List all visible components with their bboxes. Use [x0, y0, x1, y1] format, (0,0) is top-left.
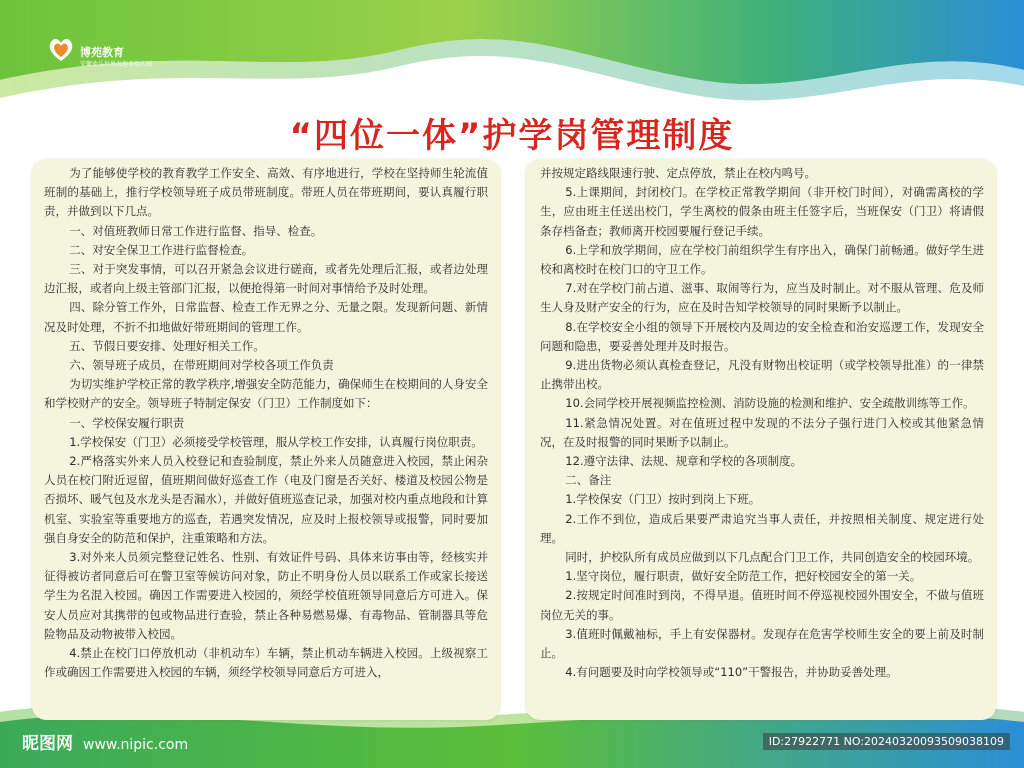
paragraph: 1.学校保安（门卫）按时到岗上下班。: [565, 492, 761, 507]
paragraph: 三、对于突发事情，可以召开紧急会议进行磋商，或者先处理后汇报，或者边处理边汇报，或者向上级主管部门汇报，以便抢得第一时间对事情给予及时处理。: [44, 262, 488, 296]
paragraph: 12.遵守法律、法规、规章和学校的各项制度。: [565, 454, 803, 469]
paragraph: 为切实维护学校正常的教学秩序,增强安全防范能力，确保师生在校期间的人身安全和学校财产的安全。领导班子特制定保安（门卫）工作制度如下：: [44, 377, 488, 411]
paragraph: 4.禁止在校门口停放机动（非机动车）车辆，禁止机动车辆进入校园。上级视察工作或确因工作需要进入校园的车辆，须经学校领导同意后方可进入，: [44, 646, 488, 680]
image-id-label: ID:27922771 NO:20240320093509038109: [763, 733, 1010, 750]
paragraph: 二、备注: [565, 473, 612, 488]
watermark-logo: [22, 729, 188, 754]
watermark-url: www.nipic.com: [83, 737, 189, 753]
paragraph: 2.按规定时间准时到岗，不得早退。值班时间不停巡视校园外围安全，不做与值班岗位无关的事。: [540, 588, 984, 622]
paragraph: 1.学校保安（门卫）必须接受学校管理，服从学校工作安排，认真履行岗位职责。: [69, 434, 483, 449]
paragraph: 11.紧急情况处置。对在值班过程中发现的不法分子强行进门入校或其他紧急情况，在及时报警的同时果断予以制止。: [540, 415, 984, 449]
paragraph: 2.严格落实外来人员入校登记和查验制度，禁止外来人员随意进入校园，禁止闲杂人员在校门附近逗留，值班期间做好巡查工作（电及门窗是否关好、楼道及校园公物是否损坏、暖气包及水龙头是否漏水），并做好值班巡查记录，加强对校内重点地段和计算机室、实验室等重要地方的巡查，若遇突发情况，应及时上报校领导或报警，同时要加强自身安全的防范和保护，注重策略和方法。: [44, 454, 488, 545]
paragraph: 10.会同学校开展视频监控检测、消防设施的检测和维护、安全疏散训练等工作。: [565, 396, 975, 411]
paragraph: 6.上学和放学期间，应在学校门前组织学生有序出入，确保门前畅通。做好学生进校和离校时在校门口的守卫工作。: [540, 242, 984, 277]
paragraph: 3.值班时佩戴袖标，手上有安保器材。发现存在危害学校师生安全的要上前及时制止。: [540, 626, 984, 661]
right-text-panel: [526, 160, 996, 720]
paragraph: 4.有问题要及时向学校领导或“110”干警报告，并协助妥善处理。: [565, 665, 898, 680]
logo-name: 博苑教育: [80, 46, 124, 59]
paragraph: 同时，护校队所有成员应做到以下几点配合门卫工作，共同创造安全的校园环境。: [565, 550, 980, 565]
paragraph: 为了能够使学校的教育教学工作安全、高效、有序地进行，学校在坚持师生轮流值班制的基础上，推行学校领导班子成员带班制度。带班人员在带班期间，要认真履行职责，并做到以下几点。: [44, 166, 488, 219]
paragraph: 5.上课期间，封闭校门。在学校正常教学期间（非开校门时间），对确需离校的学生，应由班主任送出校门，学生离校的假条由班主任签字后，当班保安（门卫）将请假条存档备查；教师离开校园要履行登记手续。: [540, 185, 984, 238]
paragraph: 2.工作不到位，造成后果要严肃追究当事人责任，并按照相关制度、规定进行处理。: [540, 511, 984, 545]
paragraph: 六、领导班子成员，在带班期间对学校各项工作负责: [69, 358, 334, 373]
paragraph: 1.坚守岗位，履行职责，做好安全防范工作，把好校园安全的第一关。: [565, 569, 922, 584]
watermark-text: 昵图网: [22, 734, 73, 754]
paragraph: 四、除分管工作外，日常监督、检查工作无界之分、无量之限。发现新问题、新情况及时处理，不折不扣地做好带班期间的管理工作。: [44, 300, 488, 334]
paragraph: 二、对安全保卫工作进行监督检查。: [69, 242, 254, 257]
school-logo: [46, 34, 216, 74]
paragraph: 8.在学校安全小组的领导下开展校内及周边的安全检查和治安巡逻工作，发现安全问题和隐患，要妥善处理并及时报告。: [540, 319, 984, 353]
paragraph: 7.对在学校门前占道、滋事、取闹等行为，应当及时制止。对不服从管理、危及师生人身及财产安全的行为，应在及时告知学校领导的同时果断予以制止。: [540, 281, 984, 315]
paragraph: 并按规定路线限速行驶、定点停放，禁止在校内鸣号。: [540, 166, 816, 180]
paragraph: 一、对值班教师日常工作进行监督、指导、检查。: [69, 223, 323, 238]
logo-subtitle: 安徽欢乐世界海地亚幼儿园: [80, 61, 153, 68]
page-title: “四位一体”护学岗管理制度: [289, 116, 735, 156]
heart-logo-icon: [46, 34, 76, 64]
left-text-panel: [32, 160, 500, 720]
paragraph: 五、节假日要安排、处理好相关工作。: [69, 338, 265, 353]
paragraph: 9.进出货物必须认真检查登记，凡没有财物出校证明（或学校领导批准）的一律禁止携带出校。: [540, 358, 984, 392]
paragraph: 3.对外来人员须完整登记姓名、性别、有效证件号码、具体来访事由等，经核实并征得被访者同意后可在警卫室等候访问对象，防止不明身份人员以联系工作或家长接送学生为名混入校园。确因工作需要进入校园的，须经学校值班领导同意后方可进入。保安人员应对其携带的包或物品进行查验，禁止各种易燃易爆、有毒物品、管制器具等危险物品及动物被带入校园。: [44, 550, 488, 641]
paragraph: 一、学校保安履行职责: [69, 415, 185, 430]
